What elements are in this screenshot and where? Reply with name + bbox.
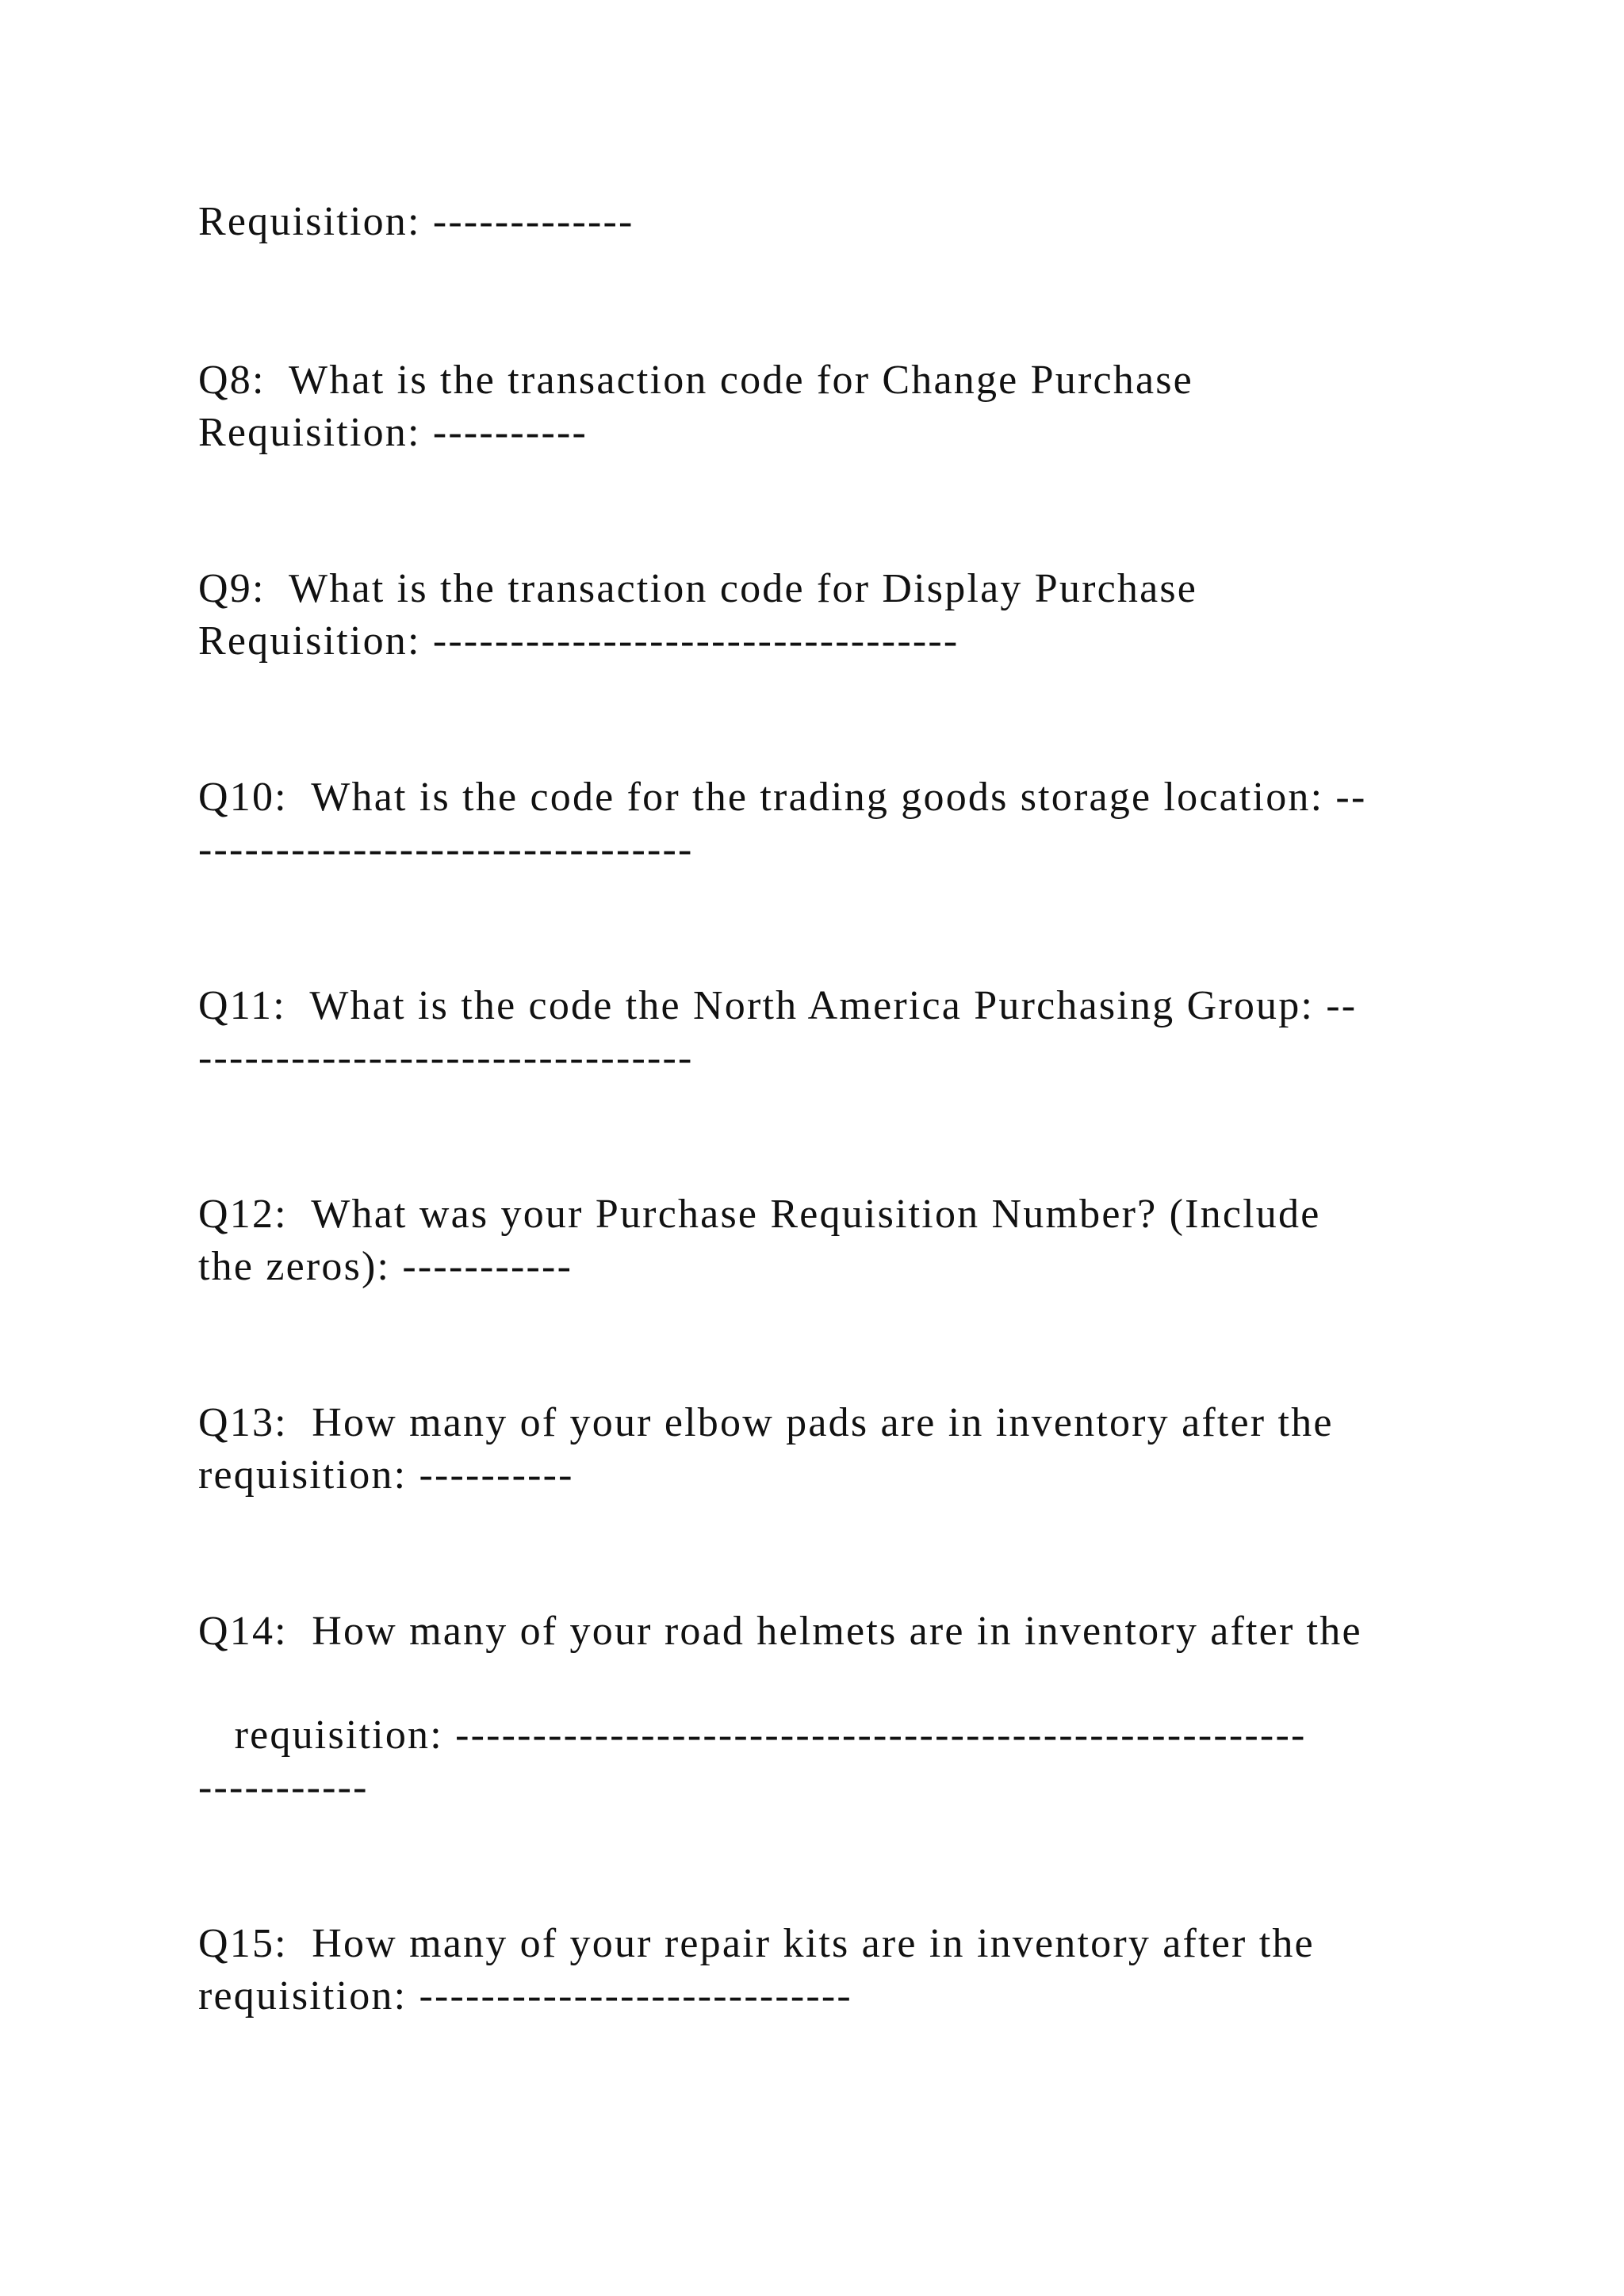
q8-question-line: Q8: What is the transaction code for Change Purchase bbox=[198, 358, 1193, 403]
q15-answer-line: requisition: ---------------------------- bbox=[198, 1973, 852, 2019]
q10-answer-line: -------------------------------- bbox=[198, 827, 694, 872]
q11-question-line: Q11: What is the code the North America Purchasing Group: -- bbox=[198, 983, 1358, 1028]
q15-question-line: Q15: How many of your repair kits are in inventory after the bbox=[198, 1921, 1315, 1966]
q11-answer-line: -------------------------------- bbox=[198, 1035, 694, 1081]
q8-answer-line: Requisition: ---------- bbox=[198, 410, 588, 455]
q14-answer-continuation-line: ----------- bbox=[198, 1765, 369, 1810]
q12-answer-line: the zeros): ----------- bbox=[198, 1244, 573, 1289]
q9-question-line: Q9: What is the transaction code for Display Purchase bbox=[198, 566, 1198, 611]
q14-question-line: Q14: How many of your road helmets are in inventory after the bbox=[198, 1609, 1362, 1654]
q13-question-line: Q13: How many of your elbow pads are in inventory after the bbox=[198, 1400, 1334, 1445]
q14-answer-line: requisition: ------------------------------------------------------- bbox=[198, 1712, 1307, 1758]
q12-question-line: Q12: What was your Purchase Requisition Number? (Include bbox=[198, 1192, 1321, 1237]
q13-answer-line: requisition: ---------- bbox=[198, 1452, 574, 1498]
q10-question-line: Q10: What is the code for the trading goods storage location: -- bbox=[198, 775, 1367, 820]
q9-answer-line: Requisition: ---------------------------------- bbox=[198, 618, 959, 664]
q7-continuation-line: Requisition: ------------- bbox=[198, 199, 634, 244]
